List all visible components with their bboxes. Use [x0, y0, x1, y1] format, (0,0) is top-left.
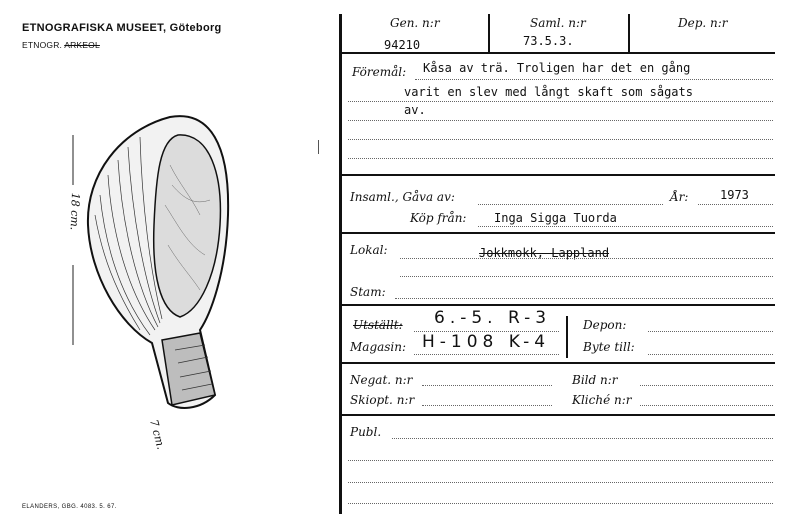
foremal-line-1: Kåsa av trä. Troligen har det en gång: [423, 61, 691, 75]
publ-dotted-1: [392, 438, 773, 439]
kop-label: Köp från:: [410, 211, 467, 225]
dep-nr-label: Dep. n:r: [678, 16, 728, 30]
foremal-dotted-4: [348, 139, 773, 140]
gen-nr-value: 94210: [384, 38, 421, 52]
saml-nr-value: 73.5.3.: [523, 34, 574, 48]
foremal-label: Föremål:: [352, 65, 407, 79]
gen-nr-label: Gen. n:r: [390, 16, 440, 30]
width-dimension-label: 7 cm.: [147, 418, 168, 451]
foremal-dotted-5: [348, 158, 773, 159]
lokal-dotted-2: [400, 276, 773, 277]
foremal-dotted-1: [415, 79, 773, 80]
magasin-value: H-108 K-4: [422, 332, 551, 352]
saml-dep-divider: [628, 14, 630, 52]
utstallt-label: Utställt:: [353, 318, 403, 332]
storage-divider: [566, 316, 568, 358]
department-prefix: ETNOGR.: [22, 40, 63, 50]
rule-foremal: [340, 174, 775, 176]
byte-label: Byte till:: [583, 340, 635, 354]
museum-name: ETNOGRAFISKA MUSEET, Göteborg: [22, 22, 222, 34]
skiopt-label: Skiopt. n:r: [350, 393, 415, 407]
lokal-label: Lokal:: [350, 243, 388, 257]
bild-dotted: [640, 385, 773, 386]
department-line: [22, 40, 100, 50]
foremal-line-3: av.: [404, 103, 426, 117]
rule-storage: [340, 362, 775, 364]
kliche-label: Kliché n:r: [572, 393, 632, 407]
rule-insaml: [340, 232, 775, 234]
lokal-value: Jokkmokk, Lappland: [479, 246, 610, 260]
rule-photo: [340, 414, 775, 416]
stam-dotted: [395, 298, 773, 299]
printer-imprint: ELANDERS, GBG. 4083. 5. 67.: [22, 504, 117, 510]
year-label: År:: [670, 190, 689, 204]
card-left-border: [339, 14, 342, 514]
insaml-dotted: [478, 204, 663, 205]
magasin-dotted: [414, 354, 559, 355]
negat-label: Negat. n:r: [350, 373, 413, 387]
foremal-dotted-3: [348, 120, 773, 121]
rule-lokal: [340, 304, 775, 306]
margin-mark: [318, 140, 319, 154]
depon-dotted: [648, 331, 773, 332]
height-dimension-label: 18 cm.: [67, 192, 82, 231]
byte-dotted: [648, 354, 773, 355]
year-value: 1973: [720, 188, 749, 202]
publ-dotted-2: [348, 460, 773, 461]
foremal-dotted-2: [348, 101, 773, 102]
depon-label: Depon:: [583, 318, 627, 332]
object-drawing: [60, 105, 230, 435]
gen-saml-divider: [488, 14, 490, 52]
publ-dotted-4: [348, 503, 773, 504]
saml-nr-label: Saml. n:r: [530, 16, 586, 30]
lokal-dotted-1: [400, 258, 773, 259]
kop-value: Inga Sigga Tuorda: [494, 211, 617, 225]
magasin-label: Magasin:: [350, 340, 407, 354]
publ-label: Publ.: [350, 425, 382, 439]
insaml-label: Insaml., Gåva av:: [350, 190, 455, 204]
stam-label: Stam:: [350, 285, 386, 299]
skiopt-dotted: [422, 405, 552, 406]
negat-dotted: [422, 385, 552, 386]
foremal-line-2: varit en slev med långt skaft som sågats: [404, 85, 693, 99]
publ-dotted-3: [348, 482, 773, 483]
kop-dotted: [478, 226, 773, 227]
utstallt-value: 6.-5. R-3: [434, 308, 552, 328]
rule-header: [340, 52, 775, 54]
bild-label: Bild n:r: [572, 373, 618, 387]
kliche-dotted: [640, 405, 773, 406]
year-dotted: [698, 204, 773, 205]
department-struck: ARKEOL: [64, 40, 100, 50]
